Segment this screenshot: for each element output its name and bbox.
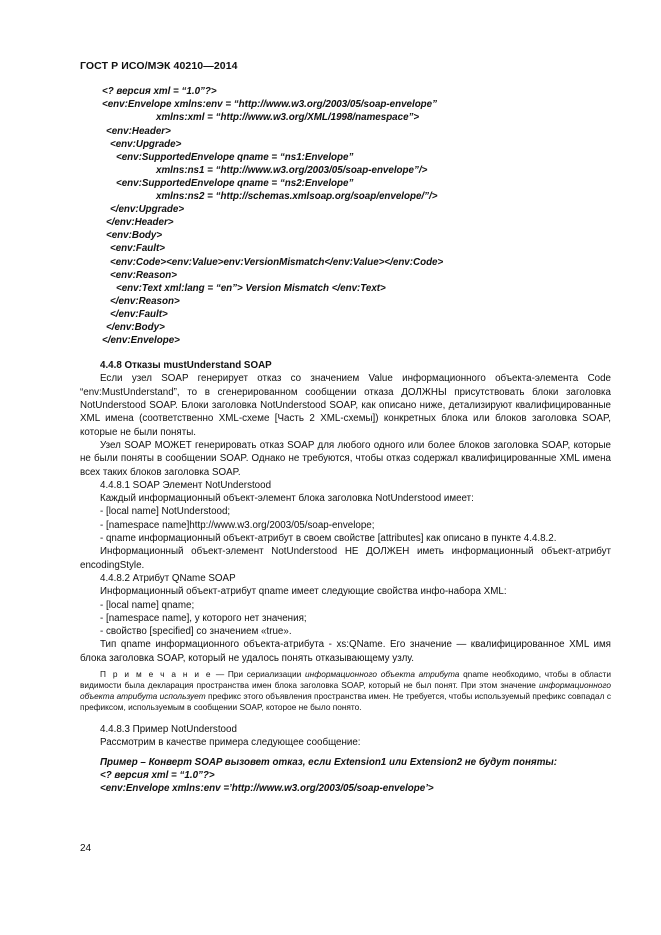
code-line: <env:SupportedEnvelope qname = “ns1:Envelope” (116, 151, 354, 163)
paragraph: Узел SOAP МОЖЕТ генерировать отказ SOAP для любого одного или более блоков заголовка SOAP, которые не были поняты в сообщении SOAP. Однако не требуются, чтобы отказ содержал квалифицированные XML имена всех таких блоков заголовка SOAP. (80, 439, 611, 478)
example-title: Пример – Конверт SOAP вызовет отказ, если Extension1 или Extension2 не будут поняты: (100, 756, 558, 768)
paragraph: Каждый информационный объект-элемент блока заголовка NotUnderstood имеет: (100, 493, 474, 505)
example-line: <env:Envelope xmlns:env =’http://www.w3.org/2003/05/soap-envelope’> (100, 783, 434, 795)
code-line: </env:Body> (106, 321, 165, 333)
xml-code-block (80, 85, 611, 347)
code-line: </env:Envelope> (102, 335, 180, 347)
code-line: <? версия xml = “1.0”?> (102, 86, 217, 98)
section-title: 4.4.8 Отказы mustUnderstand SOAP (100, 360, 272, 372)
code-line: </env:Fault> (110, 308, 168, 320)
code-line: </env:Reason> (110, 295, 180, 307)
standard-header: ГОСТ Р ИСО/МЭК 40210—2014 (80, 60, 238, 72)
note-emphasis: информационного объекта атрибута использует (80, 680, 611, 701)
code-line: xmlns:ns1 = “http://www.w3.org/2003/05/soap-envelope”/> (156, 164, 428, 176)
list-item: - qname информационный объект-атрибут в своем свойстве [attributes] как описано в пункте 4.4.8.2. (100, 533, 557, 545)
code-line: <env:Text xml:lang = “en”> Version Mismatch </env:Text> (116, 282, 386, 294)
code-line: </env:Header> (106, 217, 174, 229)
example-block (80, 756, 611, 796)
paragraph: Информационный объект-элемент NotUnderstood НЕ ДОЛЖЕН иметь информационный объект-атрибут encodingStyle. (80, 546, 611, 571)
subsection-title: 4.4.8.3 Пример NotUnderstood (100, 724, 237, 735)
subsection-title: 4.4.8.2 Атрибут QName SOAP (100, 572, 236, 584)
code-line: <env:Body> (106, 230, 163, 242)
code-line: xmlns:xml = “http://www.w3.org/XML/1998/namespace”> (156, 112, 420, 124)
code-line: <env:Code><env:Value>env:VersionMismatch</env:Value></env:Code> (110, 256, 444, 268)
code-line: <env:Envelope xmlns:env = “http://www.w3.org/2003/05/soap-envelope” (102, 99, 438, 111)
code-line: <env:Reason> (110, 269, 177, 281)
code-line: </env:Upgrade> (110, 204, 185, 216)
list-item: - свойство [specified] со значением «true». (100, 626, 292, 638)
code-line: <env:Fault> (110, 243, 165, 255)
note-emphasis: информационного объекта атрибута (305, 669, 460, 679)
page-number: 24 (80, 843, 92, 854)
paragraph: Если узел SOAP генерирует отказ со значением Value информационного объекта-элемента Code “env:MustUnderstand”, то в сгенерированном сообщении отказа ДОЛЖНЫ присутствовать блоки заголовка NotUnderstood SOAP. Блоки заголовка NotUnderstood SOAP, как описано ниже, детализируют квалифицированные XML имена (соответственно XML-схеме [Часть 2 XML-схемы]) конкретных блока или блоков заголовка SOAP, которые не были поняты. (80, 373, 611, 438)
note-text: — При сериализации (212, 669, 306, 679)
list-item: - [namespace name]http://www.w3.org/2003/05/soap-envelope; (100, 519, 375, 531)
subsection-title: 4.4.8.1 SOAP Элемент NotUnderstood (100, 479, 272, 491)
code-line: <env:Header> (106, 125, 171, 137)
list-item: - [local name] NotUnderstood; (100, 506, 231, 518)
paragraph: Информационный объект-атрибут qname имеет следующие свойства инфо-набора XML: (100, 586, 507, 598)
paragraph: Тип qname информационного объекта-атрибута - xs:QName. Его значение — квалифицированное XML имя блока заголовка SOAP, который не удалось понять отказывающему узлу. (80, 639, 611, 664)
note-text: префикс этого объявления пространства имен. Не требуется, чтобы используемый префикс совпадал с префиксом, используемым в сообщении SOAP, которое не было понято. (80, 691, 611, 712)
code-line: <env:SupportedEnvelope qname = “ns2:Envelope” (116, 177, 354, 189)
note (80, 669, 611, 713)
code-line: <env:Upgrade> (110, 138, 182, 150)
list-item: - [namespace name], у которого нет значения; (100, 612, 307, 624)
example-line: <? версия xml = “1.0”?> (100, 769, 215, 781)
paragraph: Рассмотрим в качестве примера следующее сообщение: (100, 737, 361, 749)
note-text: qname необходимо, чтобы в области видимости была декларация пространства имен блока заголовка SOAP, который не был понят. При этом значение (80, 669, 611, 690)
list-item: - [local name] qname; (100, 599, 195, 611)
note-label: П р и м е ч а н и е (100, 669, 213, 679)
code-line: xmlns:ns2 = “http://schemas.xmlsoap.org/soap/envelope/”/> (156, 191, 438, 203)
